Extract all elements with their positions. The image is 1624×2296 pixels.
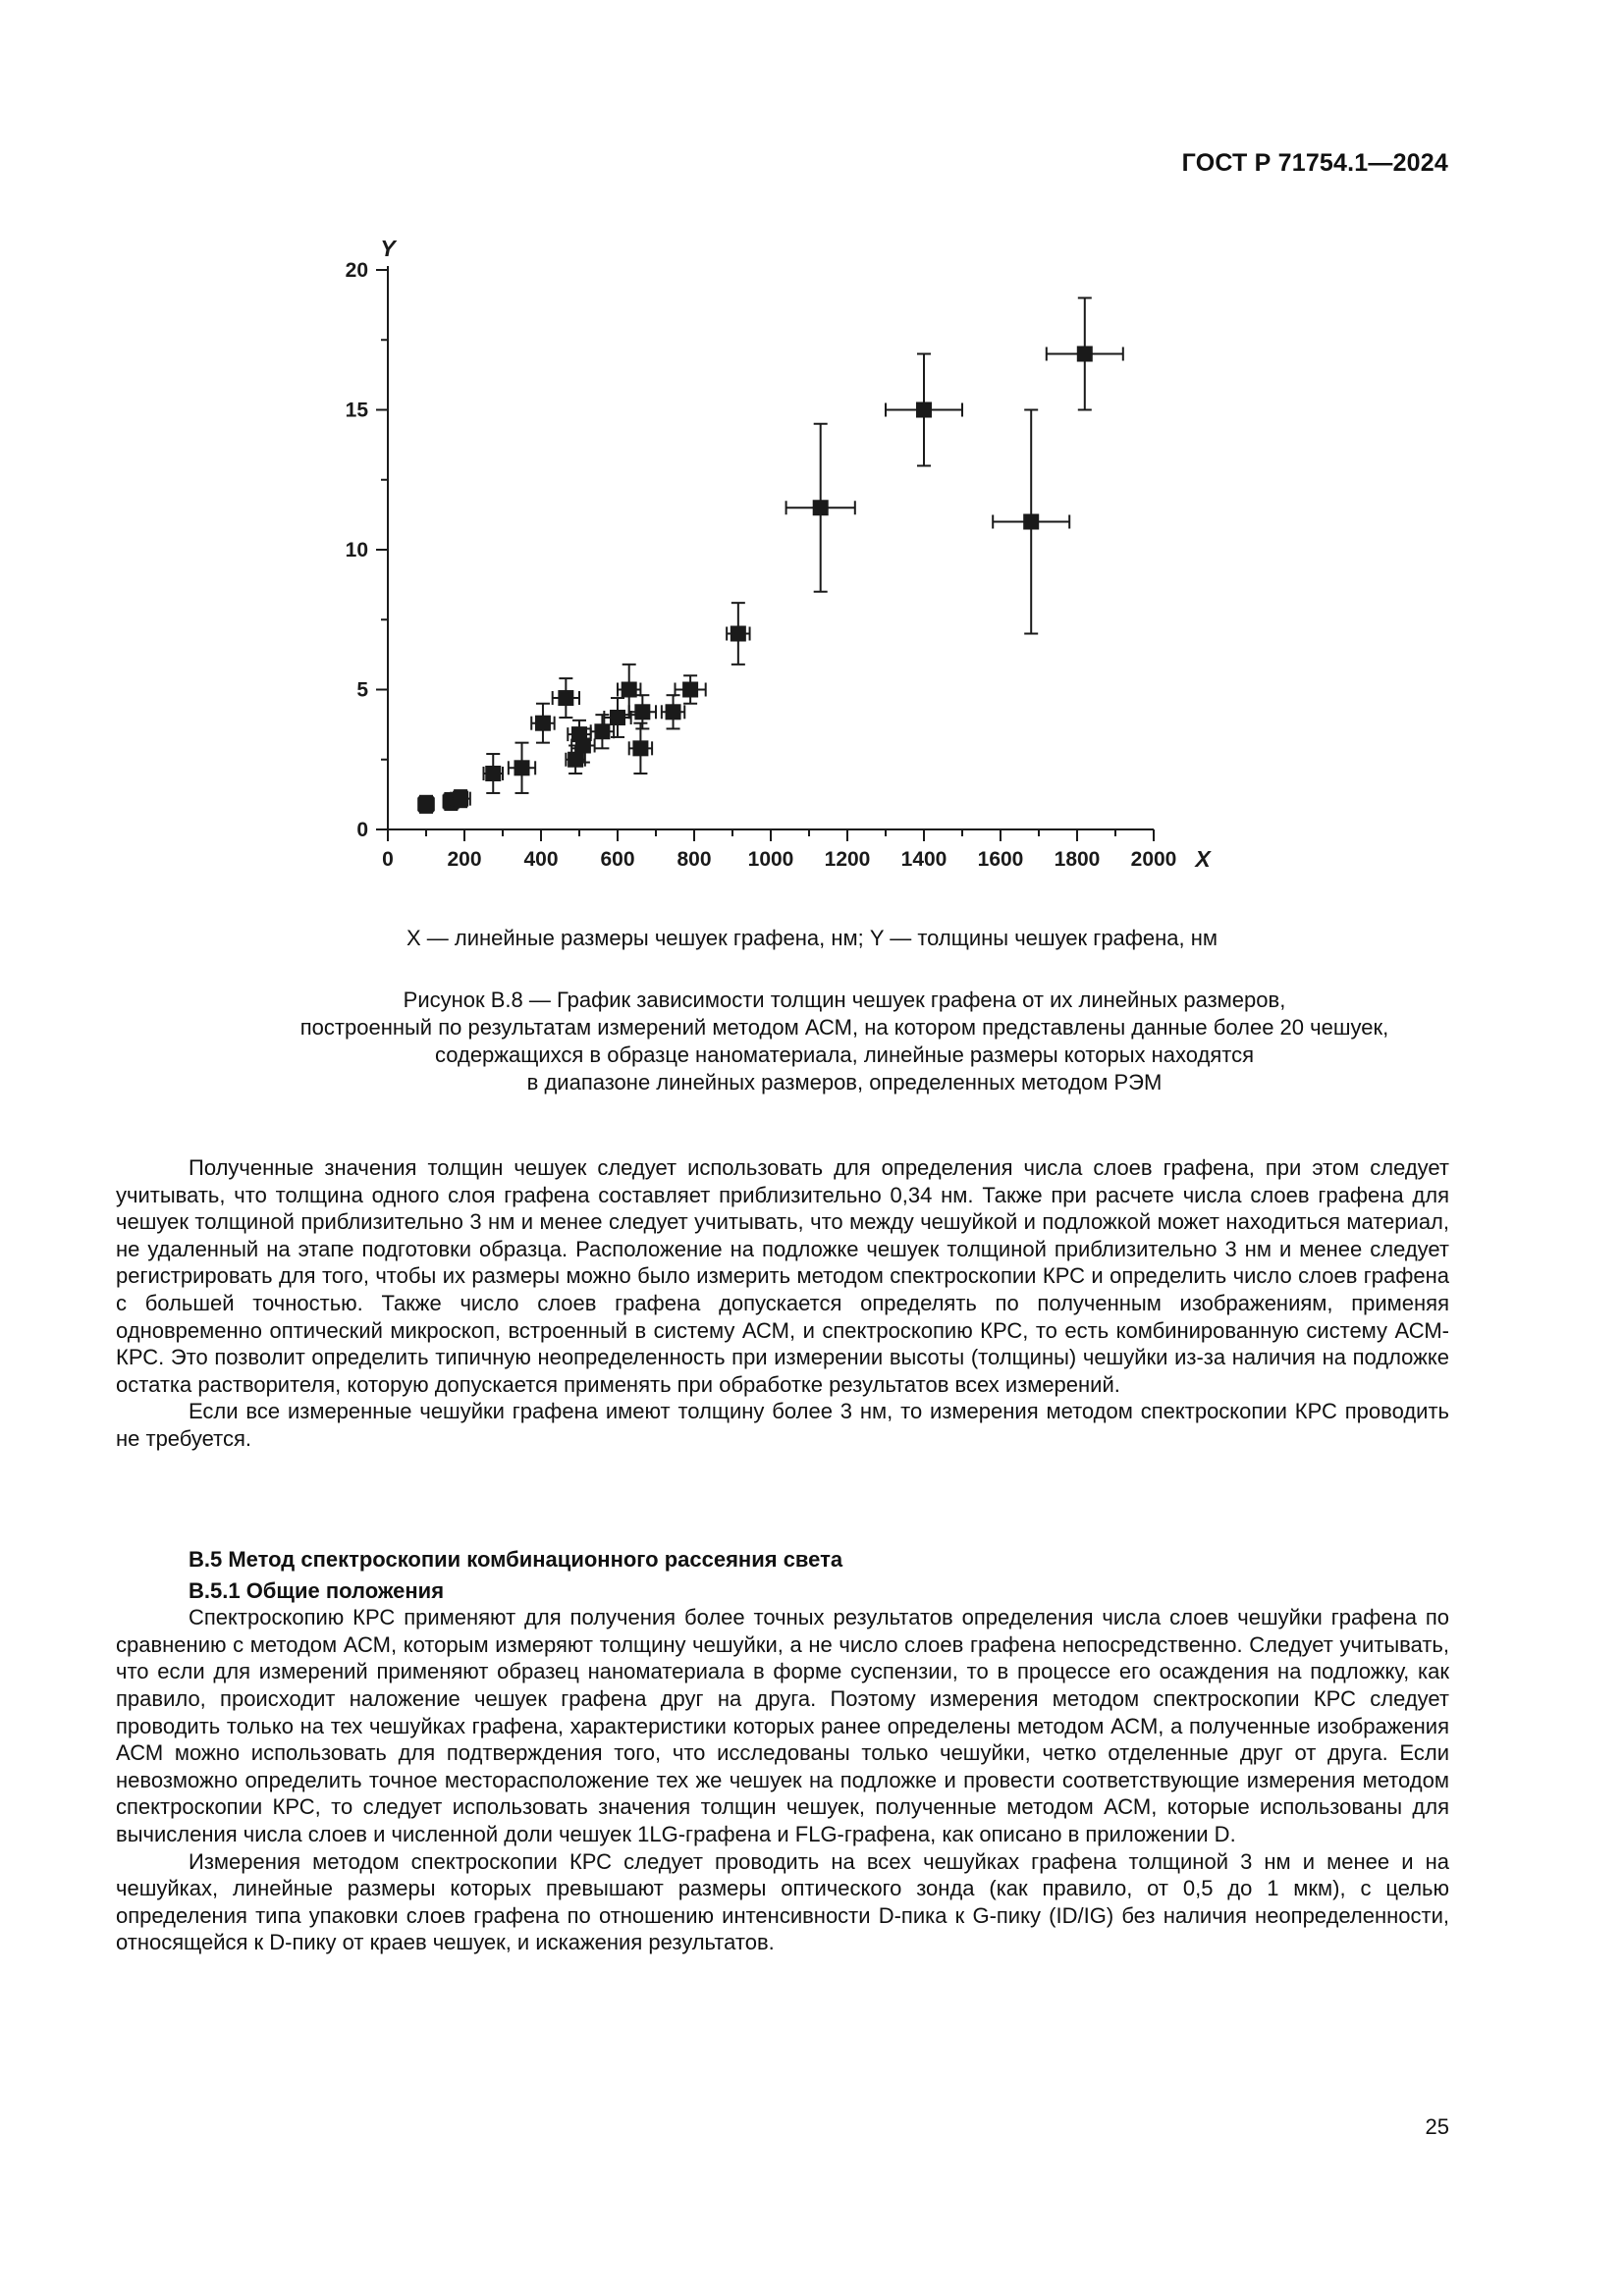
- caption-line: построенный по результатам измерений методом АСМ, на котором представлены данные более 20 чешуек,: [299, 1015, 1389, 1040]
- page-number: 25: [1425, 2114, 1449, 2139]
- caption-line: Рисунок В.8 — График зависимости толщин чешуек графена от их линейных размеров,: [403, 988, 1286, 1012]
- data-point: [1047, 298, 1123, 410]
- square-marker: [634, 704, 650, 720]
- x-tick-label: 1600: [977, 848, 1024, 871]
- y-tick-label: 20: [345, 259, 368, 282]
- body-text-block-1: [116, 1154, 1449, 1453]
- data-point: [629, 723, 652, 774]
- square-marker: [1023, 514, 1039, 530]
- square-marker: [813, 500, 829, 515]
- square-marker: [610, 710, 625, 725]
- x-tick-label: 2000: [1130, 848, 1177, 871]
- caption-line: содержащихся в образце наноматериала, линейные размеры которых находятся: [434, 1042, 1254, 1067]
- axis-legend: X — линейные размеры чешуек графена, нм; Y — толщины чешуек графена, нм: [406, 926, 1218, 950]
- square-marker: [575, 738, 591, 754]
- x-tick-label: 200: [447, 848, 482, 871]
- data-point: [993, 410, 1069, 634]
- figure-caption: [128, 987, 1561, 1096]
- x-tick-label: 800: [677, 848, 712, 871]
- paragraph: Полученные значения толщин чешуек следует использовать для определения числа слоев графена, при этом следует учитывать, что толщина одного слоя графена составляет приблизительно 0,34 нм. Также при расчете числа слоев графена для чешуек толщиной приблизительно 3 нм и менее следует учитывать, что между чешуйкой и подложкой может находиться материал, не удаленный на этапе подготовки образца. Расположение на подложке чешуек толщиной приблизительно 3 нм и менее следует регистрировать для того, чтобы их размеры можно было измерить методом спектроскопии КРС и определить число слоев графена с большей точностью. Также число слоев графена допускается определять по полученным изображениям, применяя одновременно оптический микроскоп, встроенный в систему АСМ, и спектроскопию КРС, то есть комбинированную систему АСМ-КРС. Это позволит определить типичную неопределенность при измерении высоты (толщины) чешуйки из-за наличия на подложке остатка растворителя, которую допускается применять при обработке результатов всех измерений.: [116, 1155, 1449, 1397]
- x-axis-title: X: [1195, 846, 1211, 872]
- data-point: [662, 695, 684, 728]
- chart-marks: [418, 298, 1123, 813]
- square-marker: [485, 766, 501, 781]
- y-tick-label: 5: [356, 678, 368, 702]
- data-point: [484, 754, 504, 793]
- y-tick-label: 10: [345, 539, 368, 561]
- data-point: [629, 695, 656, 728]
- data-point: [676, 675, 706, 704]
- x-tick-label: 1800: [1054, 848, 1101, 871]
- square-marker: [632, 740, 648, 756]
- x-tick-label: 1400: [900, 848, 947, 871]
- y-tick-label: 15: [345, 399, 368, 422]
- x-tick-label: 400: [523, 848, 559, 871]
- square-marker: [594, 723, 610, 739]
- x-tick-label: 1000: [747, 848, 794, 871]
- data-point: [451, 790, 470, 807]
- square-marker: [568, 752, 583, 768]
- data-point: [553, 678, 579, 718]
- subsection-heading: В.5.1 Общие положения: [189, 1577, 445, 1603]
- paragraph: Если все измеренные чешуйки графена имеют толщину более 3 нм, то измерения методом спектроскопии КРС проводить не требуется.: [116, 1399, 1449, 1451]
- data-point: [418, 796, 434, 813]
- document-header: ГОСТ Р 71754.1—2024: [1181, 149, 1448, 177]
- x-tick-label: 600: [600, 848, 635, 871]
- paragraph: Спектроскопию КРС применяют для получения более точных результатов определения числа слоев чешуйки графена по сравнению с методом АСМ, которым измеряют толщину чешуйки, а не число слоев графена непосредственно. Следует учитывать, что если для измерений применяют образец наноматериала в форме суспензии, то в процессе его осаждения на подложку, как правило, происходит наложение чешуек графена друг на друга. Поэтому измерения методом спектроскопии КРС следует проводить только на тех чешуйках графена, характеристики которых ранее определены методом АСМ, а полученные изображения АСМ можно использовать для подтверждения того, что исследованы только чешуйки, четко отделенные друг от друга. Если невозможно определить точное месторасположение тех же чешуек на подложке и провести соответствующие измерения методом спектроскопии КРС, то следует использовать значения толщин чешуек, полученные методом АСМ, которые использованы для вычисления числа слоев и численной доли чешуек 1LG-графена и FLG-графена, как описано в приложении D.: [116, 1605, 1449, 1846]
- y-tick-label: 0: [356, 819, 368, 841]
- thickness-vs-size-chart: [324, 221, 1211, 898]
- x-tick-label: 1200: [824, 848, 871, 871]
- square-marker: [682, 682, 698, 698]
- data-point: [727, 603, 749, 665]
- square-marker: [453, 791, 468, 807]
- square-marker: [558, 690, 573, 706]
- caption-line: в диапазоне линейных размеров, определенных методом РЭМ: [526, 1070, 1163, 1095]
- chart-axes: [346, 236, 1213, 872]
- square-marker: [418, 796, 434, 812]
- square-marker: [535, 716, 551, 731]
- square-marker: [666, 704, 681, 720]
- section-heading: В.5 Метод спектроскопии комбинационного рассеяния света: [189, 1547, 843, 1572]
- paragraph: Измерения методом спектроскопии КРС следует проводить на всех чешуйках графена толщиной 3 нм и менее и на чешуйках, линейные размеры которых превышают размеры оптического зонда (как правило, от 0,5 до 1 мкм), с целью определения типа упаковки слоев графена по отношению интенсивности D-пика к G-пику (ID/IG) без наличия неопределенности, относящейся к D-пику от краев чешуек, и искажения результатов.: [116, 1848, 1449, 1955]
- body-text-block-2: [116, 1542, 1449, 1956]
- x-tick-label: 0: [382, 848, 394, 871]
- square-marker: [916, 402, 932, 418]
- y-axis-title: Y: [380, 236, 396, 261]
- data-point: [509, 743, 535, 793]
- square-marker: [731, 626, 746, 642]
- square-marker: [1077, 347, 1093, 362]
- data-point: [786, 424, 855, 592]
- data-point: [886, 354, 962, 466]
- data-point: [531, 704, 554, 743]
- square-marker: [514, 760, 530, 775]
- square-marker: [622, 682, 637, 698]
